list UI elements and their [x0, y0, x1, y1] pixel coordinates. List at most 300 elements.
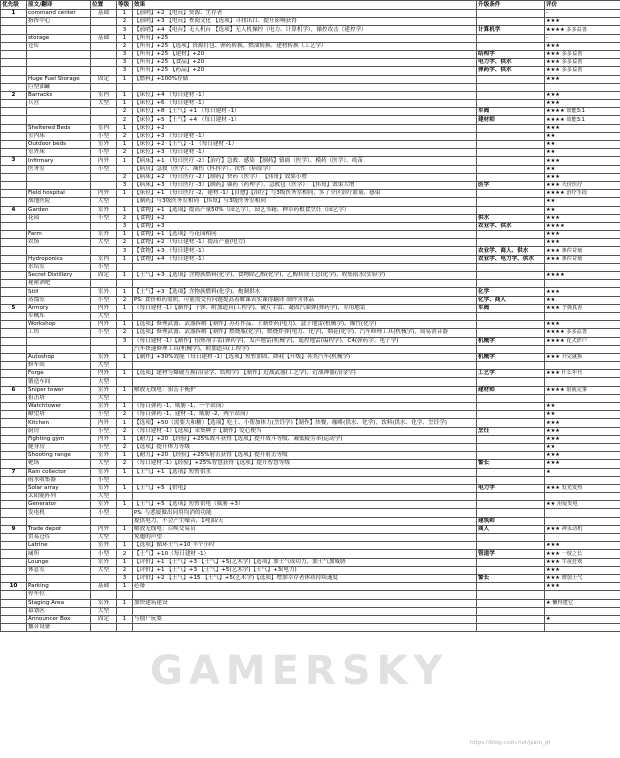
credit-url: https://blog.csdn.net/jsam_gf [470, 740, 551, 746]
level-cell: 2 [117, 149, 133, 157]
location-cell [91, 50, 117, 58]
location-cell: 室外 [91, 386, 117, 394]
priority-cell [1, 272, 27, 280]
table-row [1, 42, 620, 50]
priority-cell [1, 18, 27, 26]
priority-cell [1, 83, 27, 91]
level-cell [117, 83, 133, 91]
location-cell: 固定 [91, 75, 117, 83]
level-cell: 2 [117, 329, 133, 337]
name-cell: 发电机 [27, 509, 91, 517]
priority-cell [1, 370, 27, 378]
table-row [1, 411, 620, 419]
upgrade-cell [477, 165, 545, 173]
priority-cell [1, 222, 27, 230]
priority-cell: 7 [1, 468, 27, 476]
name-cell: 修车间 [27, 362, 91, 370]
name-cell: Trade depot [27, 525, 91, 533]
priority-cell: 2 [1, 91, 27, 99]
location-cell: 室外 [91, 484, 117, 492]
priority-cell [1, 484, 27, 492]
table-row [1, 419, 620, 427]
rating-cell [545, 394, 620, 402]
table-row [1, 476, 620, 484]
upgrade-cell [477, 132, 545, 140]
upgrade-cell: 商人 [477, 525, 545, 533]
name-cell: Lounge [27, 558, 91, 566]
name-cell: Generator [27, 501, 91, 509]
priority-cell [1, 231, 27, 239]
upgrade-cell: 医学 [477, 181, 545, 189]
rating-cell: ★★ [545, 149, 620, 157]
effect-cell: 【所有】+25 [133, 34, 477, 42]
rating-cell [545, 362, 620, 370]
upgrade-cell: 农业学、商人、供水 [477, 247, 545, 255]
table-row [1, 452, 620, 460]
rating-cell [545, 517, 620, 525]
table-row [1, 517, 620, 525]
rating-cell: ★★★ [545, 91, 620, 99]
priority-cell [1, 124, 27, 132]
level-cell: 1 [117, 34, 133, 42]
effect-cell: （每日弹药 -1，建材 -1，威胁 -2，两个站岗） [133, 411, 477, 419]
upgrade-cell [477, 378, 545, 386]
upgrade-cell [477, 443, 545, 451]
rating-cell: ★★★★ [545, 272, 620, 280]
location-cell [91, 624, 117, 632]
location-cell: 内外 [91, 370, 117, 378]
table-row [1, 173, 620, 181]
name-cell: 蒸馏室 [27, 296, 91, 304]
rating-cell [545, 378, 620, 386]
name-cell: 狙击塔 [27, 394, 91, 402]
effect-cell [133, 607, 477, 615]
upgrade-cell: 供水 [477, 214, 545, 222]
priority-cell [1, 59, 27, 67]
rating-cell: ★★★ 子弹真香 [545, 304, 620, 312]
rating-cell: ★★ 用爱发电 [545, 501, 620, 509]
upgrade-cell [477, 198, 545, 206]
level-cell [117, 362, 133, 370]
priority-cell [1, 67, 27, 75]
name-cell: Watchtower [27, 403, 91, 411]
name-cell: Rain collector [27, 468, 91, 476]
rating-cell: ★★★ [545, 452, 620, 460]
table-row [1, 362, 620, 370]
priority-cell [1, 296, 27, 304]
location-cell [91, 591, 117, 599]
name-cell: 军械库 [27, 312, 91, 320]
name-cell: 室外床 [27, 149, 91, 157]
table-row [1, 534, 620, 542]
effect-cell: 【所有】+25 【建材】+20 [133, 50, 477, 58]
level-cell: 1 [117, 403, 133, 411]
priority-cell [1, 427, 27, 435]
effect-cell [133, 493, 477, 501]
effect-cell [133, 378, 477, 386]
upgrade-cell [477, 280, 545, 288]
rating-cell: ★ 懒得建它 [545, 599, 620, 607]
name-cell: 厨房 [27, 427, 91, 435]
effect-cell [133, 362, 477, 370]
upgrade-cell [477, 206, 545, 214]
table-row [1, 624, 620, 632]
priority-cell [1, 493, 27, 501]
name-cell: Armory [27, 304, 91, 312]
table-row [1, 337, 620, 345]
level-cell: 2 [117, 411, 133, 419]
priority-cell [1, 394, 27, 402]
table-row [1, 10, 620, 18]
rating-cell: ★★★ [545, 566, 620, 574]
level-cell: 3 [117, 50, 133, 58]
priority-cell: 5 [1, 304, 27, 312]
name-cell: Autoshop [27, 353, 91, 361]
rating-cell [545, 509, 620, 517]
table-row [1, 296, 620, 304]
rating-cell: ★★★ 一枝之长 [545, 550, 620, 558]
location-cell: 大型 [91, 394, 117, 402]
priority-cell [1, 517, 27, 525]
effect-cell: 【前哨】+3 【电台】查阅文化 【选项】寻找出口、提升影响获得 [133, 18, 477, 26]
column-header: 等级 [117, 1, 133, 10]
priority-cell [1, 321, 27, 329]
level-cell [117, 198, 133, 206]
upgrade-cell [477, 10, 545, 18]
upgrade-cell [477, 100, 545, 108]
name-cell [27, 181, 91, 189]
level-cell: 1 [117, 10, 133, 18]
table-row [1, 263, 620, 271]
priority-cell [1, 50, 27, 58]
location-cell: 小型 [91, 550, 117, 558]
effect-cell: （每日建材 -1）【制作】招热剂手雷(弹药学)，发声地雷(机械学)，遥控地雷(编程学)，C4(弹药学、电子学) [133, 337, 477, 345]
priority-cell [1, 443, 27, 451]
upgrade-cell [477, 493, 545, 501]
rating-cell [545, 263, 620, 271]
location-cell: 内外 [91, 419, 117, 427]
location-cell: 室外 [91, 542, 117, 550]
level-cell: 2 [117, 42, 133, 50]
level-cell: 1 [117, 435, 133, 443]
name-cell: 巨型油罐 [27, 83, 91, 91]
priority-cell [1, 247, 27, 255]
location-cell: 小型 [91, 132, 117, 140]
rating-cell: ★★★ 天价医疗 [545, 181, 620, 189]
location-cell [91, 173, 117, 181]
priority-cell: 3 [1, 157, 27, 165]
level-cell: 1 [117, 304, 133, 312]
table-row [1, 214, 620, 222]
table-row [1, 34, 620, 42]
effect-cell: 【病床】+3 （每日医疗 -3）【制药】强药（药理学）、急救包（医学） 【伟哥】效果大增 [133, 181, 477, 189]
upgrade-cell: 建筑师 [477, 517, 545, 525]
upgrade-cell: 计算机学 [477, 26, 545, 34]
level-cell: 2 [117, 173, 133, 181]
effect-cell: 【选项】建材与爆破互换(冶金学、结构学) 【制作】近战武器(工艺学)，近战神器(冶金学) [133, 370, 477, 378]
rating-cell: ★ [545, 615, 620, 623]
name-cell [27, 173, 91, 181]
location-cell [91, 222, 117, 230]
priority-cell [1, 165, 27, 173]
level-cell: 2 [117, 132, 133, 140]
level-cell [117, 517, 133, 525]
table-row [1, 312, 620, 320]
name-cell: 锻造车间 [27, 378, 91, 386]
table-row [1, 100, 620, 108]
table-row [1, 239, 620, 247]
level-cell [117, 476, 133, 484]
name-cell [27, 67, 91, 75]
effect-cell: 【床位】+4 （每日建材 -1） [133, 91, 477, 99]
priority-cell [1, 411, 27, 419]
priority-cell [1, 190, 27, 198]
rating-cell: - [545, 10, 620, 18]
column-header: 效果 [133, 1, 477, 10]
level-cell: 1 [117, 124, 133, 132]
location-cell: 基础 [91, 10, 117, 18]
effect-cell: 【病床】+2 （每日医疗 -2）【制药】快药（医学） 【伟哥】效果小增 [133, 173, 477, 181]
effect-cell: 【食物】+4 （每日建材 -1） [133, 255, 477, 263]
rating-cell: ★★★ 升完就拆 [545, 353, 620, 361]
location-cell: 室外 [91, 141, 117, 149]
rating-cell: ★★★ [545, 18, 620, 26]
level-cell: 1 [117, 419, 133, 427]
level-cell: 1 [117, 190, 133, 198]
priority-cell [1, 141, 27, 149]
rating-cell: ★★★ [545, 239, 620, 247]
effect-cell: 【食物】+2 [133, 214, 477, 222]
rating-cell [545, 83, 620, 91]
priority-cell [1, 214, 27, 222]
priority-cell [1, 263, 27, 271]
rating-cell [545, 624, 620, 632]
name-cell: 工坊 [27, 329, 91, 337]
effect-cell: 【制作】+30%效能（每日建材 -1）【选项】短暂加固、降耗【升级】各类汽车(机械学) [133, 353, 477, 361]
name-cell: Huge Fuel Storage [27, 75, 91, 83]
location-cell: 大型 [91, 312, 117, 320]
table-row [1, 198, 620, 206]
level-cell: 2 [117, 566, 133, 574]
effect-cell: 【选项】提升体力等级 [133, 443, 477, 451]
upgrade-cell [477, 452, 545, 460]
location-cell: 大型 [91, 460, 117, 468]
effect-cell [133, 312, 477, 320]
level-cell: 1 [117, 542, 133, 550]
location-cell: 基础 [91, 583, 117, 591]
table-row [1, 583, 620, 591]
location-cell: 室外 [91, 501, 117, 509]
effect-cell: 【所有】+25 【选项】资源打包、弹药转换、燃油转换、建材转换（工艺学） [133, 42, 477, 50]
name-cell: 健身房 [27, 443, 91, 451]
rating-cell [545, 345, 620, 353]
name-cell: Announcer Box [27, 615, 91, 623]
priority-cell [1, 624, 27, 632]
priority-cell: 10 [1, 583, 27, 591]
name-cell: Latrine [27, 542, 91, 550]
location-cell: 室外 [91, 599, 117, 607]
name-cell: Kitchen [27, 419, 91, 427]
table-header [1, 1, 620, 10]
effect-cell: 【病房】急救（医学）、减伤（抖抖学）、抗性（病原学） [133, 165, 477, 173]
effect-cell: 【制药】与3级医务室相同 【伟哥】与3级医务室相同 [133, 198, 477, 206]
table-row [1, 67, 620, 75]
rating-cell [545, 312, 620, 320]
effect-cell [133, 591, 477, 599]
priority-cell [1, 239, 27, 247]
location-cell: 室内 [91, 124, 117, 132]
location-cell: 小型 [91, 263, 117, 271]
rating-cell: ★★★ 发光发热 [545, 484, 620, 492]
column-header: 评价 [545, 1, 620, 10]
table-body [1, 10, 620, 632]
level-cell: 2 [117, 108, 133, 116]
level-cell: 1 [117, 100, 133, 108]
location-cell: 内外 [91, 435, 117, 443]
table-row [1, 525, 620, 533]
rating-cell: ★★ [545, 296, 620, 304]
priority-cell [1, 403, 27, 411]
location-cell: 小型 [91, 411, 117, 419]
level-cell: 2 [117, 443, 133, 451]
name-cell: 靶场 [27, 460, 91, 468]
table-row [1, 378, 620, 386]
priority-cell [1, 566, 27, 574]
table-row [1, 206, 620, 214]
rating-cell: ★★★ [545, 100, 620, 108]
effect-cell: 【耐力】+20 【经验】+25%战斗获得【选项】提升战斗等级、减低疲劳率(运动学) [133, 435, 477, 443]
name-cell: 秘密酒吧 [27, 280, 91, 288]
priority-cell [1, 362, 27, 370]
priority-cell [1, 255, 27, 263]
priority-cell [1, 542, 27, 550]
effect-cell: 【所有】+25 【食品】+20 [133, 59, 477, 67]
upgrade-cell [477, 42, 545, 50]
location-cell: 大型 [91, 534, 117, 542]
priority-cell [1, 509, 27, 517]
location-cell: 大型 [91, 493, 117, 501]
rating-cell [545, 607, 620, 615]
upgrade-cell [477, 157, 545, 165]
table-row [1, 353, 620, 361]
level-cell: 1 [117, 484, 133, 492]
column-header: 原文/翻译 [27, 1, 91, 10]
rating-cell: ★★★ [545, 124, 620, 132]
level-cell: 1 [117, 599, 133, 607]
effect-cell: 解放无线电：狙击手掩护 [133, 386, 477, 394]
name-cell [27, 222, 91, 230]
upgrade-cell: 农业学、供水 [477, 222, 545, 230]
upgrade-cell: 警长 [477, 574, 545, 582]
table-row [1, 59, 620, 67]
rating-cell: ★★★ 多多益善 [545, 67, 620, 75]
table-row [1, 435, 620, 443]
name-cell: Still [27, 288, 91, 296]
name-cell: 瞭望塔 [27, 411, 91, 419]
name-cell [27, 50, 91, 58]
name-cell: 水培室 [27, 263, 91, 271]
upgrade-cell: 烹饪 [477, 427, 545, 435]
level-cell: 1 [117, 501, 133, 509]
table-row [1, 231, 620, 239]
effect-cell: （每日建材 -1）【经验】+25%智慧获得【选项】提升智慧等级 [133, 460, 477, 468]
priority-cell [1, 312, 27, 320]
priority-cell [1, 288, 27, 296]
name-cell: 雨水收集器 [27, 476, 91, 484]
priority-cell [1, 116, 27, 124]
table-row [1, 149, 620, 157]
upgrade-cell [477, 501, 545, 509]
upgrade-cell [477, 599, 545, 607]
name-cell: 兵营 [27, 100, 91, 108]
priority-cell [1, 476, 27, 484]
upgrade-cell [477, 476, 545, 484]
upgrade-cell: 建材师 [477, 386, 545, 394]
upgrade-cell: 结构学 [477, 50, 545, 58]
rating-cell: ★★ [545, 198, 620, 206]
name-cell: Secret Distillery [27, 272, 91, 280]
location-cell: 室外 [91, 468, 117, 476]
rating-cell [545, 476, 620, 484]
effect-cell: 【床位】+3 （每日建材 -1） [133, 149, 477, 157]
name-cell [27, 116, 91, 124]
table-row [1, 460, 620, 468]
level-cell [117, 312, 133, 320]
priority-cell [1, 591, 27, 599]
name-cell: 贸易仓库 [27, 534, 91, 542]
location-cell: 小型 [91, 509, 117, 517]
table-row [1, 427, 620, 435]
effect-cell: 【食物】+3 [133, 222, 477, 230]
table-row [1, 607, 620, 615]
upgrade-cell [477, 403, 545, 411]
level-cell: 3 [117, 574, 133, 582]
upgrade-cell [477, 558, 545, 566]
priority-cell [1, 353, 27, 361]
upgrade-cell [477, 435, 545, 443]
level-cell: 1 [117, 452, 133, 460]
location-cell: 大型 [91, 239, 117, 247]
rating-cell: ★★★ [545, 157, 620, 165]
name-cell: 太阳能阵列 [27, 493, 91, 501]
upgrade-cell: 电力学、供水 [477, 59, 545, 67]
location-cell: 室外 [91, 288, 117, 296]
table-row [1, 141, 620, 149]
rating-cell: ★★★ [545, 419, 620, 427]
name-cell: 仓库 [27, 42, 91, 50]
table-row [1, 272, 620, 280]
name-cell [27, 247, 91, 255]
table-row [1, 75, 620, 83]
name-cell: Staging Area [27, 599, 91, 607]
effect-cell: 【食物】+3 （每日建材 -1） [133, 247, 477, 255]
location-cell: 大型 [91, 100, 117, 108]
priority-cell [1, 181, 27, 189]
table-row [1, 181, 620, 189]
upgrade-cell [477, 419, 545, 427]
effect-cell: 汽车快速修理工具(机械学)，附加道具(工程学) [133, 345, 477, 353]
level-cell: 3 [117, 181, 133, 189]
name-cell: 休息室 [27, 566, 91, 574]
location-cell: 室外 [91, 558, 117, 566]
rating-cell: ★★★ [545, 231, 620, 239]
effect-cell: 【士气】+3 【选项】含物族燃料(化学)，炮制供水 [133, 288, 477, 296]
upgrade-cell [477, 231, 545, 239]
level-cell [117, 165, 133, 173]
level-cell [117, 624, 133, 632]
priority-cell [1, 108, 27, 116]
upgrade-cell [477, 534, 545, 542]
